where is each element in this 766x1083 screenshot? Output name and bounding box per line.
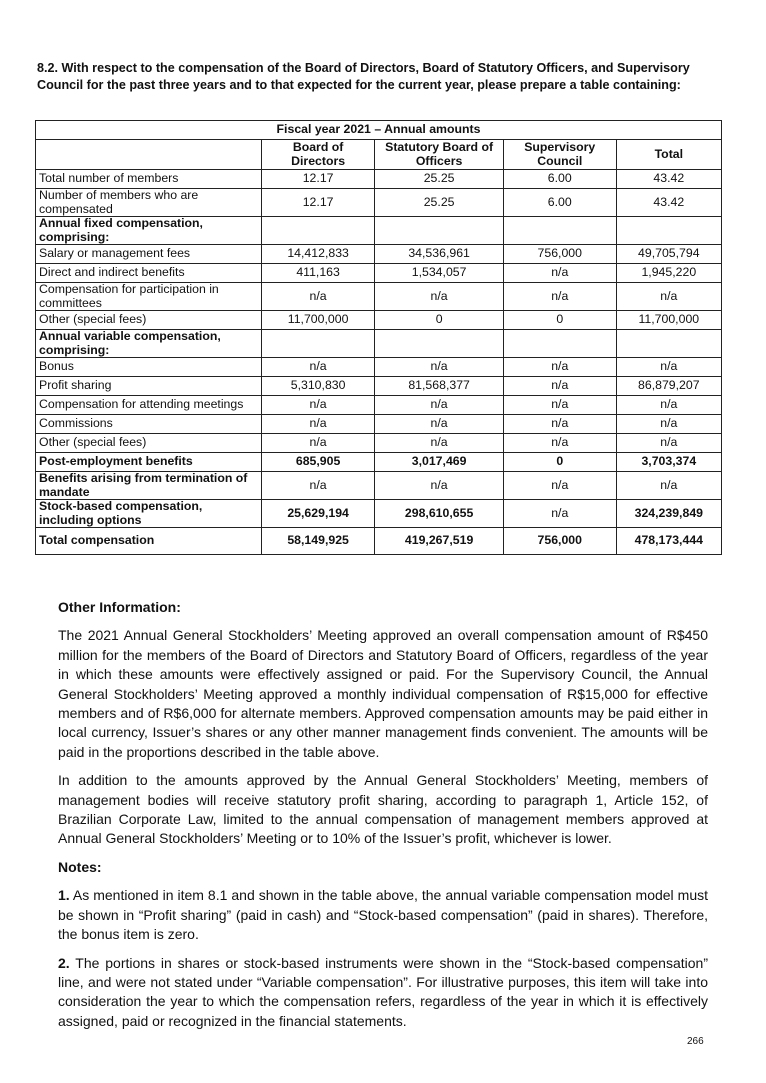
row-label: Stock-based compensation, including options: [36, 500, 262, 528]
cell-value: n/a: [616, 358, 721, 377]
cell-value: n/a: [261, 472, 375, 500]
cell-value: [375, 217, 504, 245]
table-row: [36, 264, 722, 283]
cell-value: 3,017,469: [375, 453, 504, 472]
row-label: Post-employment benefits: [36, 453, 262, 472]
row-label: Profit sharing: [36, 377, 262, 396]
column-header: Board of Directors: [261, 140, 375, 170]
cell-value: n/a: [503, 434, 616, 453]
table-row: [36, 500, 722, 528]
cell-value: n/a: [616, 415, 721, 434]
cell-value: n/a: [616, 434, 721, 453]
cell-value: 419,267,519: [375, 528, 504, 555]
cell-value: 478,173,444: [616, 528, 721, 555]
cell-value: n/a: [503, 283, 616, 311]
row-label: Bonus: [36, 358, 262, 377]
cell-value: n/a: [503, 264, 616, 283]
table-row: [36, 377, 722, 396]
row-label: Annual fixed compensation, comprising:: [36, 217, 262, 245]
cell-value: 86,879,207: [616, 377, 721, 396]
cell-value: n/a: [375, 415, 504, 434]
row-label: Commissions: [36, 415, 262, 434]
note-item: [58, 886, 708, 944]
notes-heading: Notes:: [58, 858, 102, 875]
cell-value: n/a: [616, 396, 721, 415]
cell-value: 1,945,220: [616, 264, 721, 283]
cell-value: 34,536,961: [375, 245, 504, 264]
cell-value: n/a: [261, 283, 375, 311]
table-row: [36, 217, 722, 245]
cell-value: [503, 217, 616, 245]
cell-value: n/a: [261, 415, 375, 434]
cell-value: [616, 330, 721, 358]
cell-value: n/a: [503, 396, 616, 415]
page-number: 266: [687, 1036, 704, 1047]
row-label: Compensation for participation in committees: [36, 283, 262, 311]
cell-value: 25.25: [375, 189, 504, 217]
table-row: [36, 170, 722, 189]
cell-value: 298,610,655: [375, 500, 504, 528]
table-row: [36, 245, 722, 264]
cell-value: 0: [375, 311, 504, 330]
cell-value: [503, 330, 616, 358]
note-item: [58, 954, 708, 1032]
cell-value: 756,000: [503, 245, 616, 264]
row-label: Direct and indirect benefits: [36, 264, 262, 283]
cell-value: 756,000: [503, 528, 616, 555]
cell-value: 0: [503, 311, 616, 330]
row-label: Compensation for attending meetings: [36, 396, 262, 415]
table-row: [36, 189, 722, 217]
cell-value: n/a: [503, 358, 616, 377]
column-header: Statutory Board of Officers: [375, 140, 504, 170]
cell-value: n/a: [616, 472, 721, 500]
cell-value: n/a: [261, 358, 375, 377]
row-label: Other (special fees): [36, 311, 262, 330]
row-label: Salary or management fees: [36, 245, 262, 264]
table-row: [36, 453, 722, 472]
note-number: 2.: [58, 954, 70, 971]
cell-value: 6.00: [503, 189, 616, 217]
row-label: Other (special fees): [36, 434, 262, 453]
cell-value: 1,534,057: [375, 264, 504, 283]
note-number: 1.: [58, 887, 70, 904]
cell-value: [261, 217, 375, 245]
cell-value: n/a: [261, 434, 375, 453]
table-row: [36, 434, 722, 453]
row-label: Number of members who are compensated: [36, 189, 262, 217]
cell-value: [375, 330, 504, 358]
cell-value: 12.17: [261, 170, 375, 189]
cell-value: n/a: [375, 358, 504, 377]
cell-value: 411,163: [261, 264, 375, 283]
table-row: [36, 528, 722, 555]
row-label: Total number of members: [36, 170, 262, 189]
cell-value: 43.42: [616, 189, 721, 217]
row-label: Annual variable compensation, comprising:: [36, 330, 262, 358]
cell-value: 25,629,194: [261, 500, 375, 528]
cell-value: [261, 330, 375, 358]
column-header: Total: [616, 140, 721, 170]
column-header: [36, 140, 262, 170]
cell-value: n/a: [616, 283, 721, 311]
cell-value: 43.42: [616, 170, 721, 189]
cell-value: [616, 217, 721, 245]
cell-value: n/a: [375, 434, 504, 453]
paragraph: In addition to the amounts approved by the Annual General Stockholders’ Meeting, members of management bodies will receive statutory profit sharing, according to paragraph 1, Article 152, of Brazilian Corporate Law, limited to the annual compensation of management members approved at Annual General Stockholders’ Meeting or to 10% of the Issuer’s profit, whichever is lower.: [58, 772, 708, 847]
cell-value: 0: [503, 453, 616, 472]
cell-value: n/a: [503, 415, 616, 434]
cell-value: 685,905: [261, 453, 375, 472]
table-row: [36, 283, 722, 311]
row-label: Benefits arising from termination of mandate: [36, 472, 262, 500]
cell-value: 6.00: [503, 170, 616, 189]
other-info-heading: Other Information:: [58, 599, 181, 615]
table-row: [36, 415, 722, 434]
table-row: [36, 396, 722, 415]
cell-value: 12.17: [261, 189, 375, 217]
cell-value: 14,412,833: [261, 245, 375, 264]
table-row: [36, 358, 722, 377]
row-label: Total compensation: [36, 528, 262, 555]
table-row: [36, 472, 722, 500]
cell-value: 5,310,830: [261, 377, 375, 396]
cell-value: 49,705,794: [616, 245, 721, 264]
cell-value: 11,700,000: [261, 311, 375, 330]
cell-value: n/a: [261, 396, 375, 415]
cell-value: n/a: [375, 472, 504, 500]
body-text: [58, 598, 708, 1040]
table-row: [36, 311, 722, 330]
cell-value: n/a: [375, 283, 504, 311]
note-text: The portions in shares or stock-based instruments were shown in the “Stock-based compensation” line, and were not stated under “Variable compensation”. For illustrative purposes, this item will take into consideration the year to which the compensation refers, regardless of the year in which it is effectively assigned, paid or recognized in the financial statements.: [58, 954, 708, 1029]
cell-value: n/a: [375, 396, 504, 415]
cell-value: n/a: [503, 500, 616, 528]
cell-value: n/a: [503, 377, 616, 396]
paragraph: The 2021 Annual General Stockholders’ Meeting approved an overall compensation amount of R$450 million for the members of the Board of Directors and Statutory Board of Officers, regardless of the year in which these amounts were effectively assigned or paid. For the Supervisory Council, the Annual General Stockholders’ Meeting approved a monthly individual compensation of R$15,000 for effective members and of R$6,000 for alternate members. Approved compensation amounts may be paid either in local currency, Issuer’s shares or any other manner management finds convenient. The amounts will be paid in the proportions described in the table above.: [58, 627, 708, 760]
table-title: Fiscal year 2021 – Annual amounts: [36, 121, 722, 140]
cell-value: 58,149,925: [261, 528, 375, 555]
cell-value: 324,239,849: [616, 500, 721, 528]
cell-value: 3,703,374: [616, 453, 721, 472]
cell-value: 11,700,000: [616, 311, 721, 330]
question-heading: 8.2. With respect to the compensation of the Board of Directors, Board of Statutory Officers, and Supervisory Council for the past three years and to that expected for the current year, please prepare a table containing:: [37, 61, 690, 92]
cell-value: n/a: [503, 472, 616, 500]
table-row: [36, 330, 722, 358]
note-text: As mentioned in item 8.1 and shown in the table above, the annual variable compensation model must be shown in “Profit sharing” (paid in cash) and “Stock-based compensation” (paid in shares). Therefore, the bonus item is zero.: [58, 887, 708, 943]
cell-value: 81,568,377: [375, 377, 504, 396]
compensation-table: [35, 120, 722, 555]
column-header: Supervisory Council: [503, 140, 616, 170]
cell-value: 25.25: [375, 170, 504, 189]
